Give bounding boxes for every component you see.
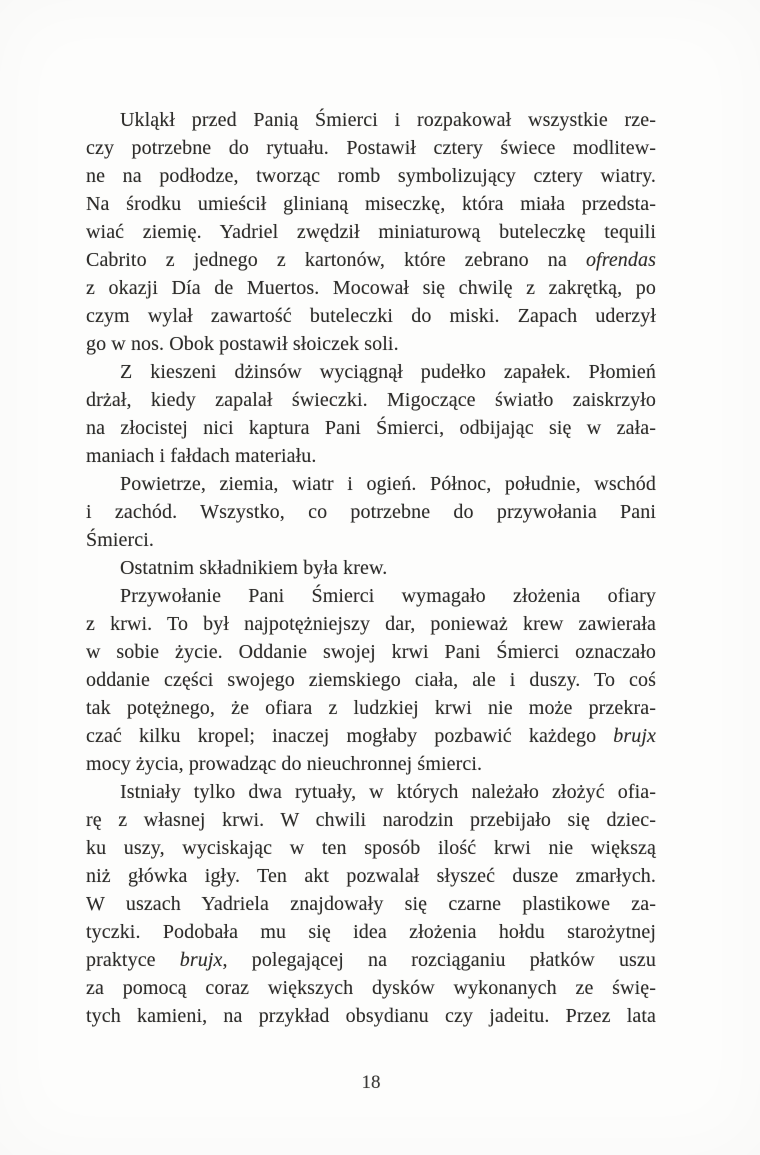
text-line (86, 834, 656, 862)
paragraph (86, 778, 656, 1030)
text-line (86, 918, 656, 946)
page-number: 18 (361, 1072, 381, 1093)
text-line (86, 134, 656, 162)
text-line (86, 610, 656, 638)
text-run: drżał, kiedy zapalał świeczki. Migoczące światło zaiskrzyło (86, 389, 656, 411)
text-run: czym wylał zawartość buteleczki do miski. Zapach uderzył (86, 305, 656, 327)
paragraph (86, 554, 656, 582)
text-run: praktyce (86, 949, 180, 971)
text-line (86, 554, 656, 582)
text-line (86, 498, 656, 526)
text-run: z krwi. To był najpotężniejszy dar, ponieważ krew zawierała (86, 613, 656, 635)
text-line (86, 358, 656, 386)
italic-term: brujx (613, 725, 656, 747)
text-line (86, 694, 656, 722)
paragraph (86, 358, 656, 470)
text-line (86, 218, 656, 246)
text-line (86, 414, 656, 442)
text-run: na złocistej nici kaptura Pani Śmierci, odbijając się w zała- (86, 417, 656, 439)
text-line (86, 890, 656, 918)
text-line (86, 722, 656, 750)
text-run: ku uszy, wyciskając w ten sposób ilość krwi nie większą (86, 837, 656, 859)
text-run: tych kamieni, na przykład obsydianu czy jadeitu. Przez lata (86, 1005, 656, 1027)
text-run: i zachód. Wszystko, co potrzebne do przywołania Pani (86, 501, 656, 523)
text-run: Powietrze, ziemia, wiatr i ogień. Północ, południe, wschód (120, 473, 656, 495)
text-line (86, 106, 656, 134)
text-line (86, 470, 656, 498)
text-run: , polegającej na rozciąganiu płatków uszu (222, 949, 657, 971)
text-run: Przywołanie Pani Śmierci wymagało złożenia ofiary (120, 585, 656, 607)
text-line (86, 442, 656, 470)
text-run: mocy życia, prowadząc do nieuchronnej śmierci. (86, 753, 483, 775)
text-run: tak potężnego, że ofiara z ludzkiej krwi nie może przekra- (86, 697, 656, 719)
text-run: w sobie życie. Oddanie swojej krwi Pani Śmierci oznaczało (86, 641, 656, 663)
text-run: niż główka igły. Ten akt pozwalał słyszeć dusze zmarłych. (86, 865, 656, 887)
text-line (86, 778, 656, 806)
text-line (86, 750, 656, 778)
text-run: wiać ziemię. Yadriel zwędził miniaturową buteleczkę tequili (86, 221, 656, 243)
text-run: czać kilku kropel; inaczej mogłaby pozbawić każdego (86, 725, 614, 747)
text-run: Na środku umieścił glinianą miseczkę, która miała przedsta- (86, 193, 656, 215)
text-run: tyczki. Podobała mu się idea złożenia hołdu starożytnej (86, 921, 656, 943)
text-run: Śmierci. (86, 529, 155, 551)
text-line (86, 806, 656, 834)
text-block (86, 106, 656, 1030)
text-line (86, 638, 656, 666)
text-line (86, 974, 656, 1002)
text-line (86, 666, 656, 694)
text-line (86, 862, 656, 890)
text-run: Z kieszeni dżinsów wyciągnął pudełko zapałek. Płomień (120, 361, 656, 383)
text-run: Ostatnim składnikiem była krew. (120, 557, 388, 579)
text-run: z okazji Día de Muertos. Mocował się chwilę z zakrętką, po (86, 277, 656, 299)
text-line (86, 526, 656, 554)
text-run: go w nos. Obok postawił słoiczek soli. (86, 333, 399, 355)
text-run: za pomocą coraz większych dysków wykonanych ze świę- (86, 977, 656, 999)
italic-term: brujx (179, 949, 223, 971)
text-run: czy potrzebne do rytuału. Postawił cztery świece modlitew- (86, 137, 656, 159)
text-line (86, 162, 656, 190)
text-run: Istniały tylko dwa rytuały, w których należało złożyć ofia- (120, 781, 656, 803)
text-run: W uszach Yadriela znajdowały się czarne plastikowe za- (86, 893, 656, 915)
text-line (86, 1002, 656, 1030)
paragraph (86, 470, 656, 554)
text-line (86, 302, 656, 330)
text-run: rę z własnej krwi. W chwili narodzin przebijało się dziec- (86, 809, 656, 831)
text-line (86, 946, 656, 974)
text-line (86, 330, 656, 358)
text-line (86, 246, 656, 274)
paragraph (86, 106, 656, 358)
text-line (86, 274, 656, 302)
text-run: ne na podłodze, tworząc romb symbolizujący cztery wiatry. (86, 165, 656, 187)
text-line (86, 386, 656, 414)
text-line (86, 190, 656, 218)
text-line (86, 582, 656, 610)
italic-term: ofrendas (585, 249, 656, 271)
text-run: Ukląkł przed Panią Śmierci i rozpakował wszystkie rze- (120, 109, 656, 131)
text-run: oddanie części swojego ziemskiego ciała, ale i duszy. To coś (86, 669, 656, 691)
paragraph (86, 582, 656, 778)
text-run: maniach i fałdach materiału. (86, 445, 317, 467)
text-run: Cabrito z jednego z kartonów, które zebrano na (86, 249, 586, 271)
